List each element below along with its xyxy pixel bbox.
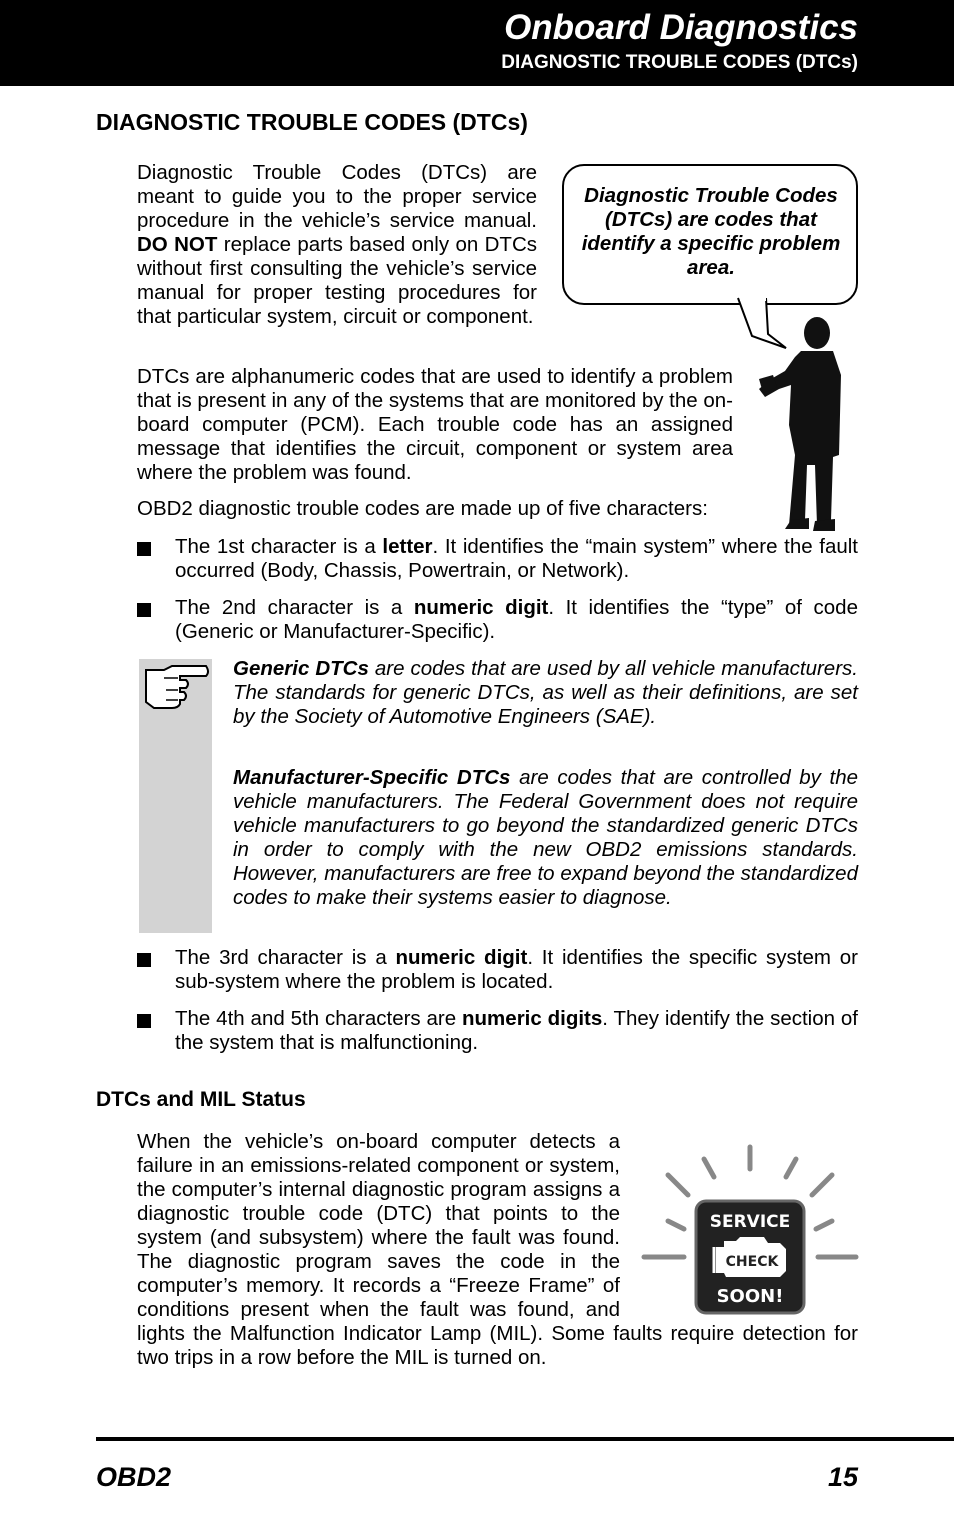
bullet-text: The 3rd character is a	[175, 946, 396, 969]
bullet-item	[175, 535, 858, 583]
note-generic-dtcs	[233, 657, 858, 729]
note-bold: Manufacturer-Specific DTCs	[233, 766, 511, 789]
note-text: are codes that are controlled by the vehicle manufacturers. The Federal Government does not require vehicle manufacturers to go beyond the standardized generic DTCs in order to comply with the new OBD2 emissions standards. However, manufacturers are free to expand beyond the standardized codes to make their systems easier to diagnose.	[233, 766, 859, 909]
mil-status-text: When the vehicle’s on-board computer detects a failure in an emissions-related component or system, the computer’s internal diagnostic program assigns a diagnostic trouble code (DTC) that points to the system (and subsystem) where the fault was found. The diagnostic program saves the code in the computer’s memory. It records a “Freeze Frame” of conditions present when the fault was found, and lights the Malfunction Indicator Lamp (MIL). Some faults require detection for two trips in a row before the MIL is turned on.	[137, 1130, 858, 1369]
header-subtitle: DIAGNOSTIC TROUBLE CODES (DTCs)	[501, 52, 858, 73]
bullet-item	[175, 596, 858, 644]
five-characters-paragraph: OBD2 diagnostic trouble codes are made up of five characters:	[137, 497, 708, 520]
bullet-text: . They identify the section of the system that is malfunctioning.	[175, 1007, 858, 1054]
bullet-text: . It identifies the specific system or sub-system where the problem is located.	[175, 946, 858, 993]
page-header	[0, 0, 954, 86]
mil-status-paragraph	[137, 1130, 858, 1370]
intro-paragraph	[137, 161, 537, 329]
bullet-text: The 1st character is a	[175, 535, 383, 558]
intro-text-b: replace parts based only on DTCs without first consulting the vehicle’s service manual for proper testing procedures for that particular system, circuit or component.	[137, 233, 537, 328]
bullet-marker	[137, 603, 151, 617]
bullet-text: The 4th and 5th characters are	[175, 1007, 463, 1030]
footer-rule	[96, 1437, 954, 1441]
page-number: 15	[827, 1462, 858, 1492]
bullet-bold: numeric digit	[395, 946, 528, 969]
bullet-marker	[137, 542, 151, 556]
intro-text-a: Diagnostic Trouble Codes (DTCs) are meant to guide you to the proper service procedure in the vehicle’s service manual.	[137, 161, 537, 232]
speech-bubble-text: Diagnostic Trouble Codes (DTCs) are codes that identify a specific problem area.	[581, 184, 841, 279]
note-bold: Generic DTCs	[233, 657, 369, 680]
lamp-bottom-text: SOON!	[716, 1286, 784, 1307]
note-manufacturer-dtcs	[233, 766, 858, 910]
bullet-bold: numeric digits	[462, 1007, 603, 1030]
bullet-item	[175, 946, 858, 994]
header-title: Onboard Diagnostics	[504, 8, 858, 47]
bullet-text: . It identifies the “type” of code (Generic or Manufacturer-Specific).	[175, 596, 858, 643]
do-not-bold: DO NOT	[137, 233, 218, 256]
section-heading-mil: DTCs and MIL Status	[96, 1088, 306, 1111]
bullet-text: The 2nd character is a	[175, 596, 414, 619]
lamp-mid-text: CHECK	[725, 1254, 779, 1270]
bullet-bold: numeric digit	[413, 596, 549, 619]
footer-left: OBD2	[96, 1462, 172, 1492]
bullet-marker	[137, 953, 151, 967]
section-heading-dtcs: DIAGNOSTIC TROUBLE CODES (DTCs)	[96, 109, 528, 135]
bullet-bold: letter	[382, 535, 433, 558]
pointing-hand-icon	[142, 664, 210, 710]
bullet-item	[175, 1007, 858, 1055]
bullet-marker	[137, 1014, 151, 1028]
dtc-definition-paragraph: DTCs are alphanumeric codes that are used to identify a problem that is present in any of the systems that are monitored by the on-board computer (PCM). Each trouble code has an assigned message that identifies the circuit, component or system area where the problem was found.	[137, 365, 733, 484]
bullet-text: . It identifies the “main system” where the fault occurred (Body, Chassis, Powertrain, or Network).	[175, 535, 858, 582]
lamp-top-text: SERVICE	[709, 1212, 791, 1232]
float-spacer	[620, 1130, 858, 1322]
note-text: are codes that are used by all vehicle manufacturers. The standards for generic DTCs, as well as their definitions, are set by the Society of Automotive Engineers (SAE).	[233, 657, 858, 728]
